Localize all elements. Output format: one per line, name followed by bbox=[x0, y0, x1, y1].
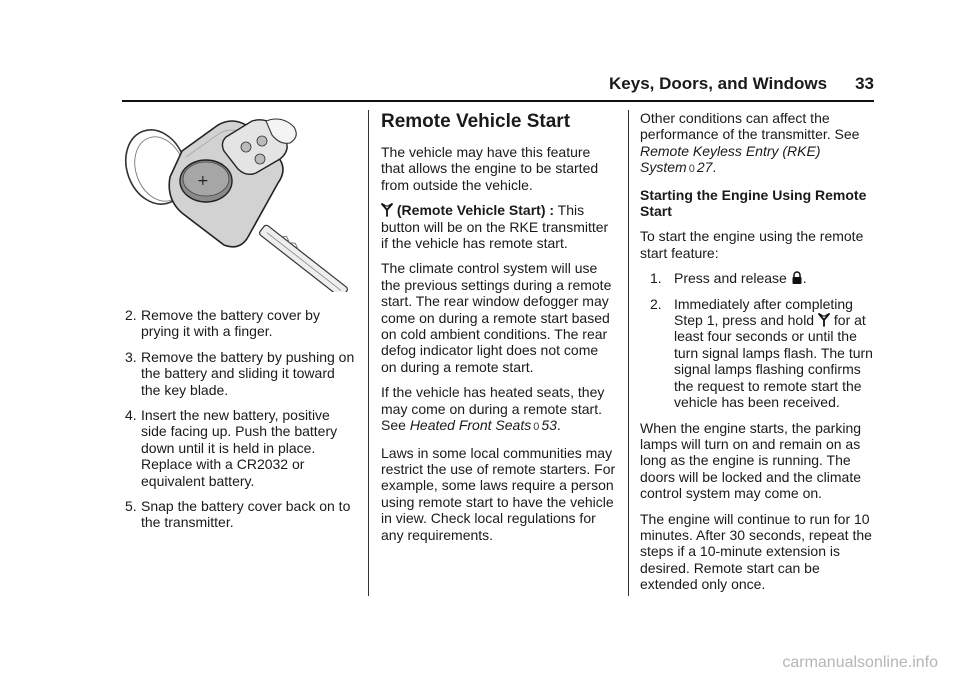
watermark: carmanualsonline.info bbox=[782, 654, 938, 671]
column-divider-1 bbox=[368, 110, 369, 596]
step-number: 2. bbox=[125, 307, 137, 323]
page-number: 33 bbox=[855, 74, 874, 93]
list-item bbox=[125, 349, 355, 398]
laws-paragraph: Laws in some local communities may restrict the use of remote starters. For example, some laws require a person using remote start to have the vehicle in view. Check local regulations for any requirements. bbox=[381, 444, 616, 543]
step-text: Immediately after completing Step 1, press and hold bbox=[674, 295, 853, 329]
conditions-text: Other conditions can affect the performance of the transmitter. See bbox=[640, 110, 860, 143]
intro-paragraph: The vehicle may have this feature that allows the engine to be started from outside the vehicle. bbox=[381, 144, 599, 193]
step-number: 1. bbox=[650, 270, 662, 287]
header-title: Keys, Doors, and Windows bbox=[609, 74, 828, 93]
page-ref-arrow-icon: 0 bbox=[533, 421, 540, 434]
section-heading: Remote Vehicle Start bbox=[381, 111, 571, 132]
left-column bbox=[125, 307, 355, 540]
step-text: Press and release bbox=[674, 270, 787, 287]
rke-page-ref[interactable]: 27 bbox=[696, 159, 713, 176]
column-divider-2 bbox=[628, 110, 629, 596]
subheading: Starting the Engine Using Remote Start bbox=[640, 186, 867, 220]
list-item bbox=[125, 407, 355, 489]
conditions-paragraph: Other conditions can affect the performance of the transmitter. See Remote Keyless Entry (RKE) System 0 27. bbox=[640, 110, 860, 176]
list-item bbox=[125, 498, 355, 531]
step-number: 2. bbox=[650, 295, 662, 312]
continue-paragraph: The engine will continue to run for 10 minutes. After 30 seconds, repeat the steps if a 10-minute extension is desired. Remote start can be extended only once. bbox=[640, 510, 872, 593]
svg-text:+: + bbox=[197, 173, 209, 189]
step-text: Snap the battery cover back on to the transmitter. bbox=[141, 498, 351, 531]
page-header bbox=[609, 74, 874, 94]
step-number: 4. bbox=[125, 407, 137, 424]
step-text-continued: for at least four seconds or until the turn signal lamps flash. The turn signal lamps flashing confirms the request to remote start the vehicle has been received. bbox=[674, 312, 873, 411]
remote-start-icon bbox=[818, 313, 830, 327]
button-paragraph bbox=[381, 202, 616, 251]
header-rule bbox=[122, 100, 874, 102]
key-fob-battery-illustration bbox=[120, 117, 355, 292]
heated-seats-text: If the vehicle has heated seats, they may come on during a remote start. See bbox=[381, 384, 605, 434]
battery-steps-list bbox=[125, 307, 355, 531]
step-text: Remove the battery by pushing on the battery and sliding it toward the key blade. bbox=[141, 348, 355, 398]
heated-seats-link[interactable]: Heated Front Seats bbox=[409, 417, 532, 434]
heated-seats-paragraph: If the vehicle has heated seats, they may come on during a remote start. See Heated Front Seats 0 53. bbox=[381, 384, 605, 434]
step-text: Insert the new battery, positive side facing up. Push the battery down until it is held in place. Replace with a CR2032 or equivalent battery. bbox=[141, 407, 338, 489]
list-item bbox=[640, 296, 876, 411]
button-label: (Remote Vehicle Start) : bbox=[396, 202, 555, 219]
page-ref-arrow-icon: 0 bbox=[688, 163, 695, 176]
right-column bbox=[640, 110, 876, 602]
lock-icon bbox=[791, 271, 803, 285]
rke-system-link[interactable]: Remote Keyless Entry (RKE) System bbox=[640, 142, 821, 176]
list-item: 1. Press and release . bbox=[650, 270, 807, 287]
remote-start-steps bbox=[640, 270, 876, 410]
start-intro: To start the engine using the remote start feature: bbox=[640, 228, 864, 261]
step-number: 5. bbox=[125, 498, 137, 515]
engine-starts-paragraph: When the engine starts, the parking lamps will turn on and remain on as long as the engine is running. The doors will be locked and the climate control system may come on. bbox=[640, 419, 862, 502]
button-description: This button will be on the RKE transmitter if the vehicle has remote start. bbox=[381, 202, 609, 252]
step-number: 3. bbox=[125, 348, 137, 365]
heated-seats-page-ref[interactable]: 53 bbox=[541, 417, 557, 434]
list-item bbox=[125, 307, 355, 340]
step-text: Remove the battery cover by prying it with a finger. bbox=[141, 307, 320, 340]
remote-start-icon bbox=[381, 203, 393, 217]
climate-paragraph: The climate control system will use the previous settings during a remote start. The rear window defogger may come on during a remote start based on cold ambient conditions. The rear defog indicator light does not come on during a remote start. bbox=[381, 260, 612, 375]
middle-column bbox=[381, 110, 616, 552]
